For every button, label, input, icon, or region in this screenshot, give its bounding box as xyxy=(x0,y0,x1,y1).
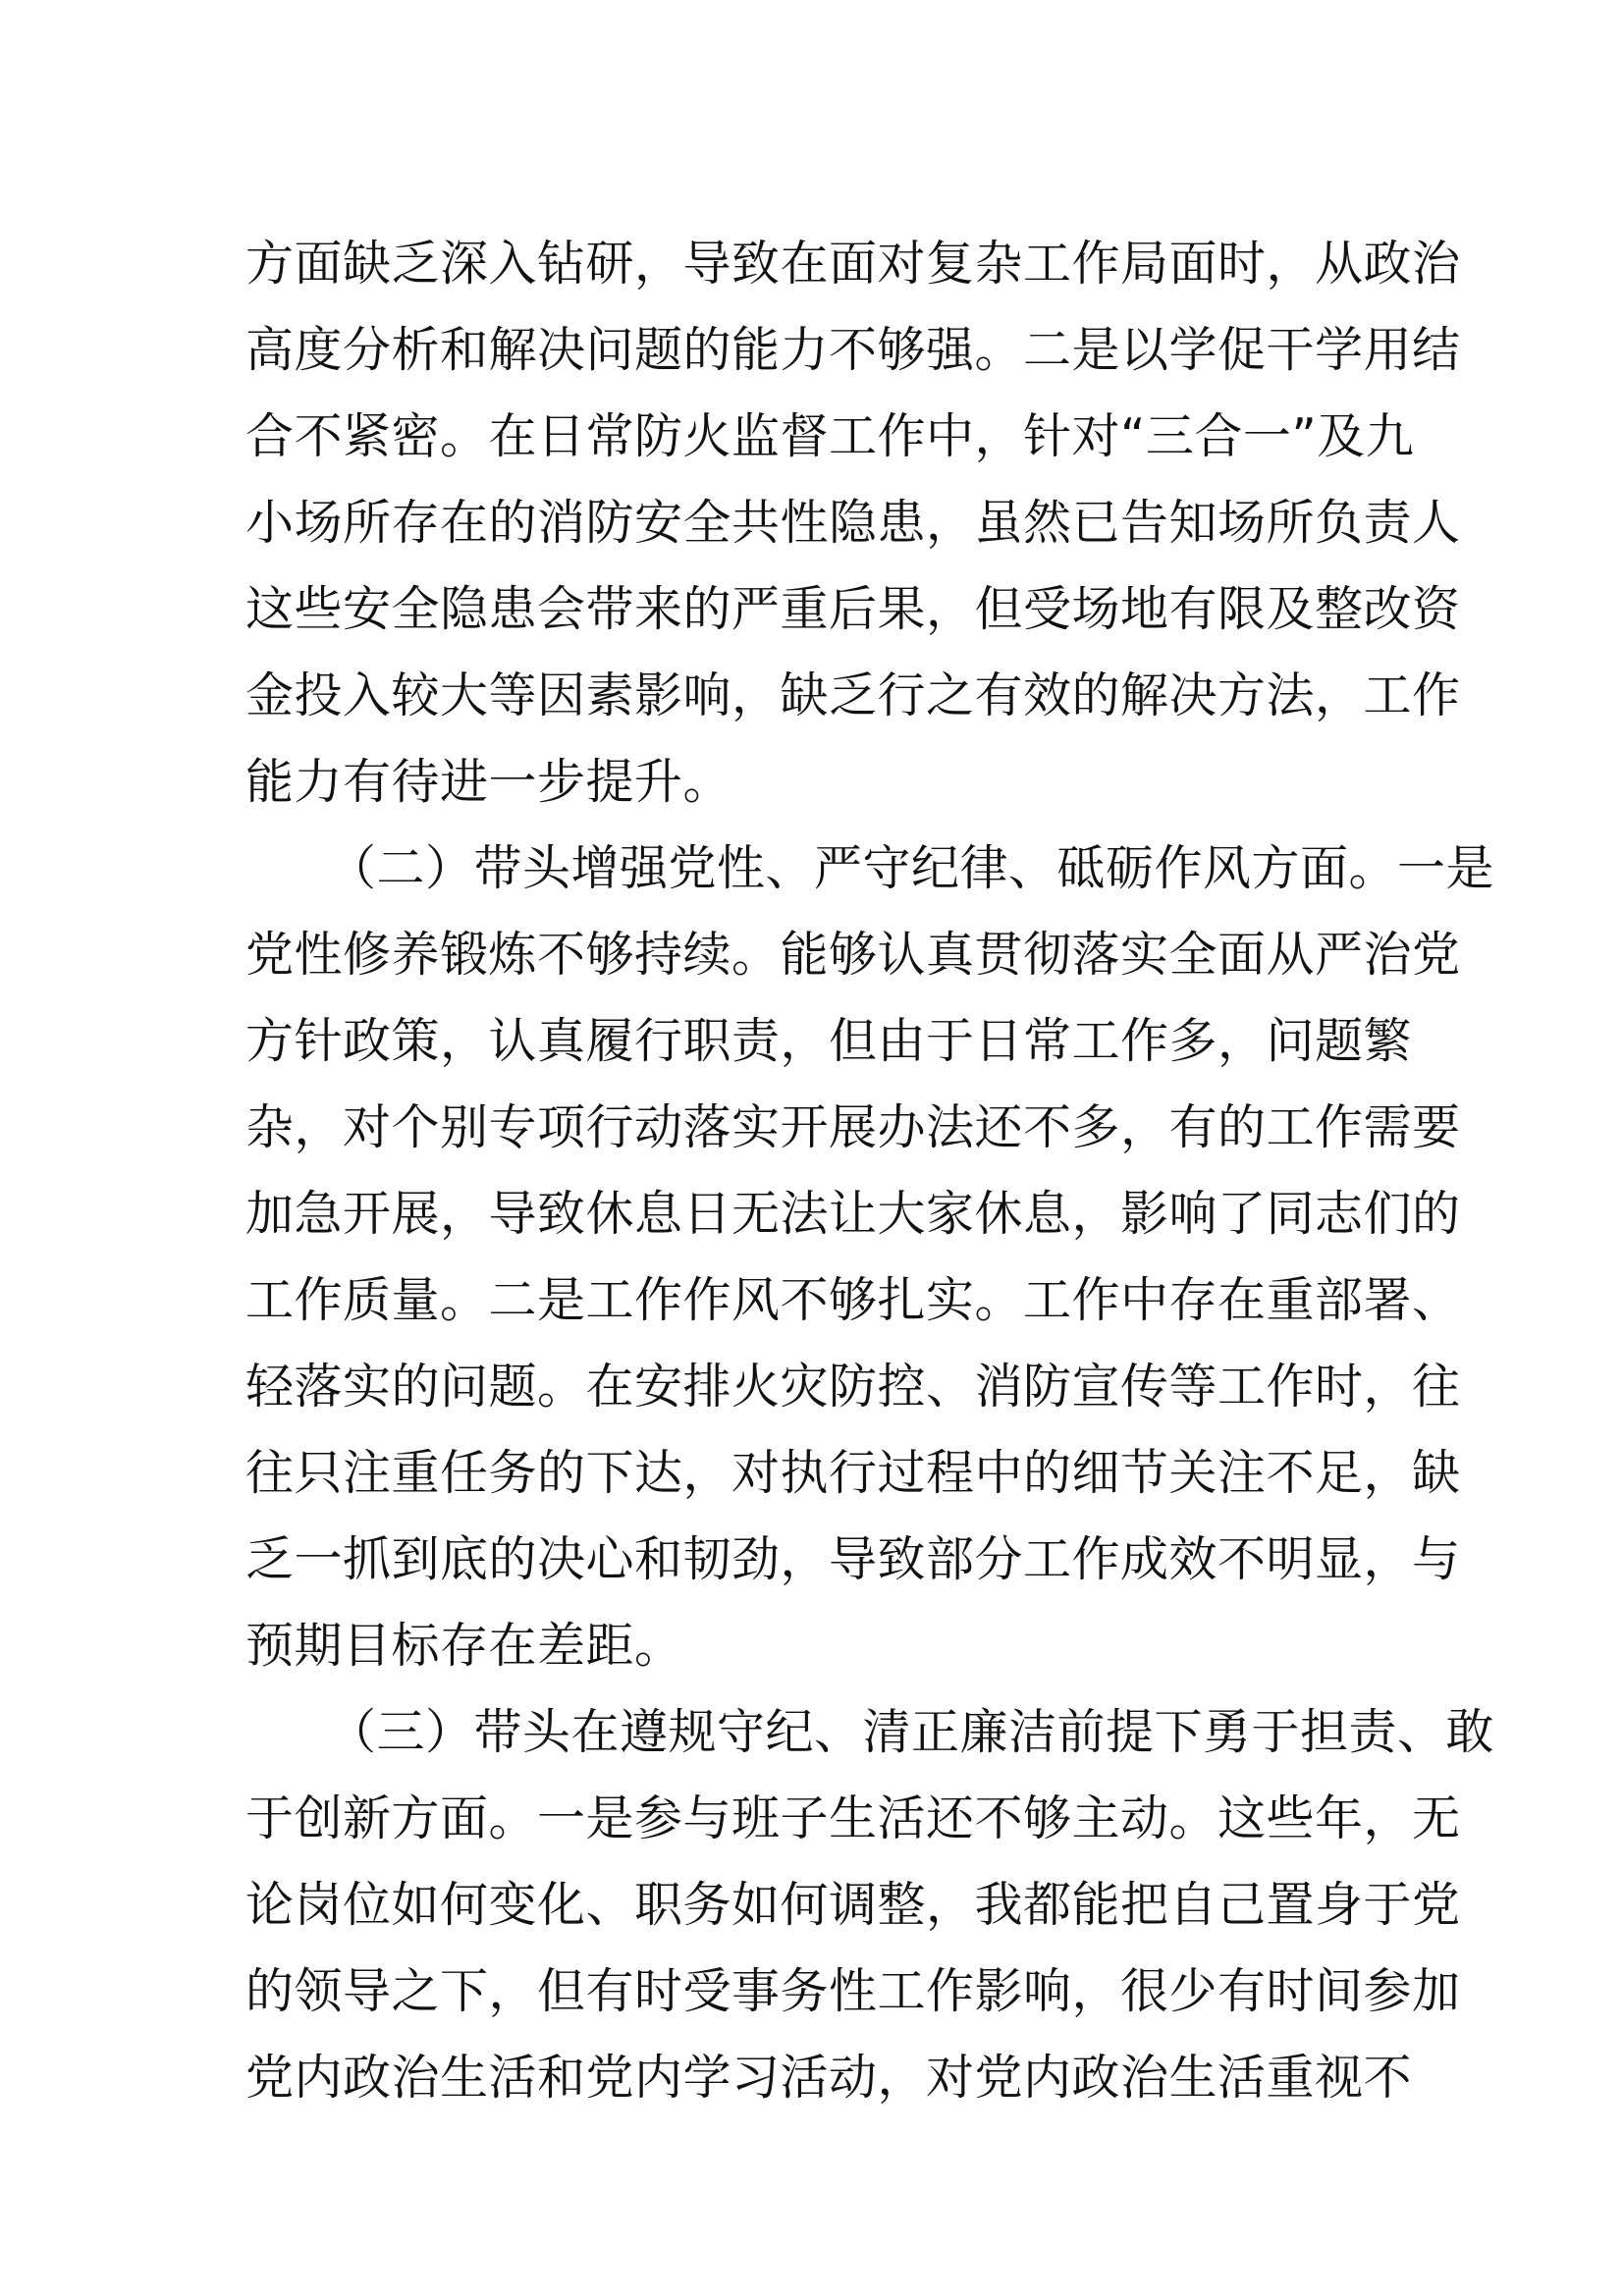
text-line: 轻落实的问题。在安排火灾防控、消防宣传等工作时，往 xyxy=(245,1359,1461,1415)
text-line: 乏一抓到底的决心和韧劲，导致部分工作成效不明显，与 xyxy=(245,1531,1461,1587)
section-heading-line: （三）带头在遵规守纪、清正廉洁前提下勇于担责、敢 xyxy=(328,1704,1495,1760)
text-line: 论岗位如何变化、职务如何调整，我都能把自己置身于党 xyxy=(245,1877,1461,1933)
text-line: 合不紧密。在日常防火监督工作中，针对“三合一”及九 xyxy=(245,408,1415,464)
text-line: 加急开展，导致休息日无法让大家休息，影响了同志们的 xyxy=(245,1186,1461,1242)
text-line: 高度分析和解决问题的能力不够强。二是以学促干学用结 xyxy=(245,322,1461,378)
text-line: 金投入较大等因素影响，缺乏行之有效的解决方法，工作 xyxy=(245,667,1461,723)
section-heading-line: （二）带头增强党性、严守纪律、砥砺作风方面。一是 xyxy=(328,840,1495,896)
text-line: 党性修养锻炼不够持续。能够认真贯彻落实全面从严治党 xyxy=(245,927,1461,983)
text-line: 预期目标存在差距。 xyxy=(245,1618,683,1674)
text-line: 杂，对个别专项行动落实开展办法还不多，有的工作需要 xyxy=(245,1099,1461,1155)
text-line: 党内政治生活和党内学习活动，对党内政治生活重视不 xyxy=(245,2050,1413,2106)
text-line: 于创新方面。一是参与班子生活还不够主动。这些年，无 xyxy=(245,1790,1461,1846)
text-line: 小场所存在的消防安全共性隐患，虽然已告知场所负责人 xyxy=(245,495,1461,551)
text-line: 方面缺乏深入钻研，导致在面对复杂工作局面时，从政治 xyxy=(245,236,1461,292)
text-line: 工作质量。二是工作作风不够扎实。工作中存在重部署、 xyxy=(245,1272,1461,1328)
text-line: 能力有待进一步提升。 xyxy=(245,754,732,810)
text-line: 往只注重任务的下达，对执行过程中的细节关注不足，缺 xyxy=(245,1445,1461,1501)
text-line: 方针政策，认真履行职责，但由于日常工作多，问题繁 xyxy=(245,1013,1413,1069)
document-body xyxy=(245,221,1495,2121)
text-line: 的领导之下，但有时受事务性工作影响，很少有时间参加 xyxy=(245,1963,1461,2019)
text-line: 这些安全隐患会带来的严重后果，但受场地有限及整改资 xyxy=(245,581,1461,637)
